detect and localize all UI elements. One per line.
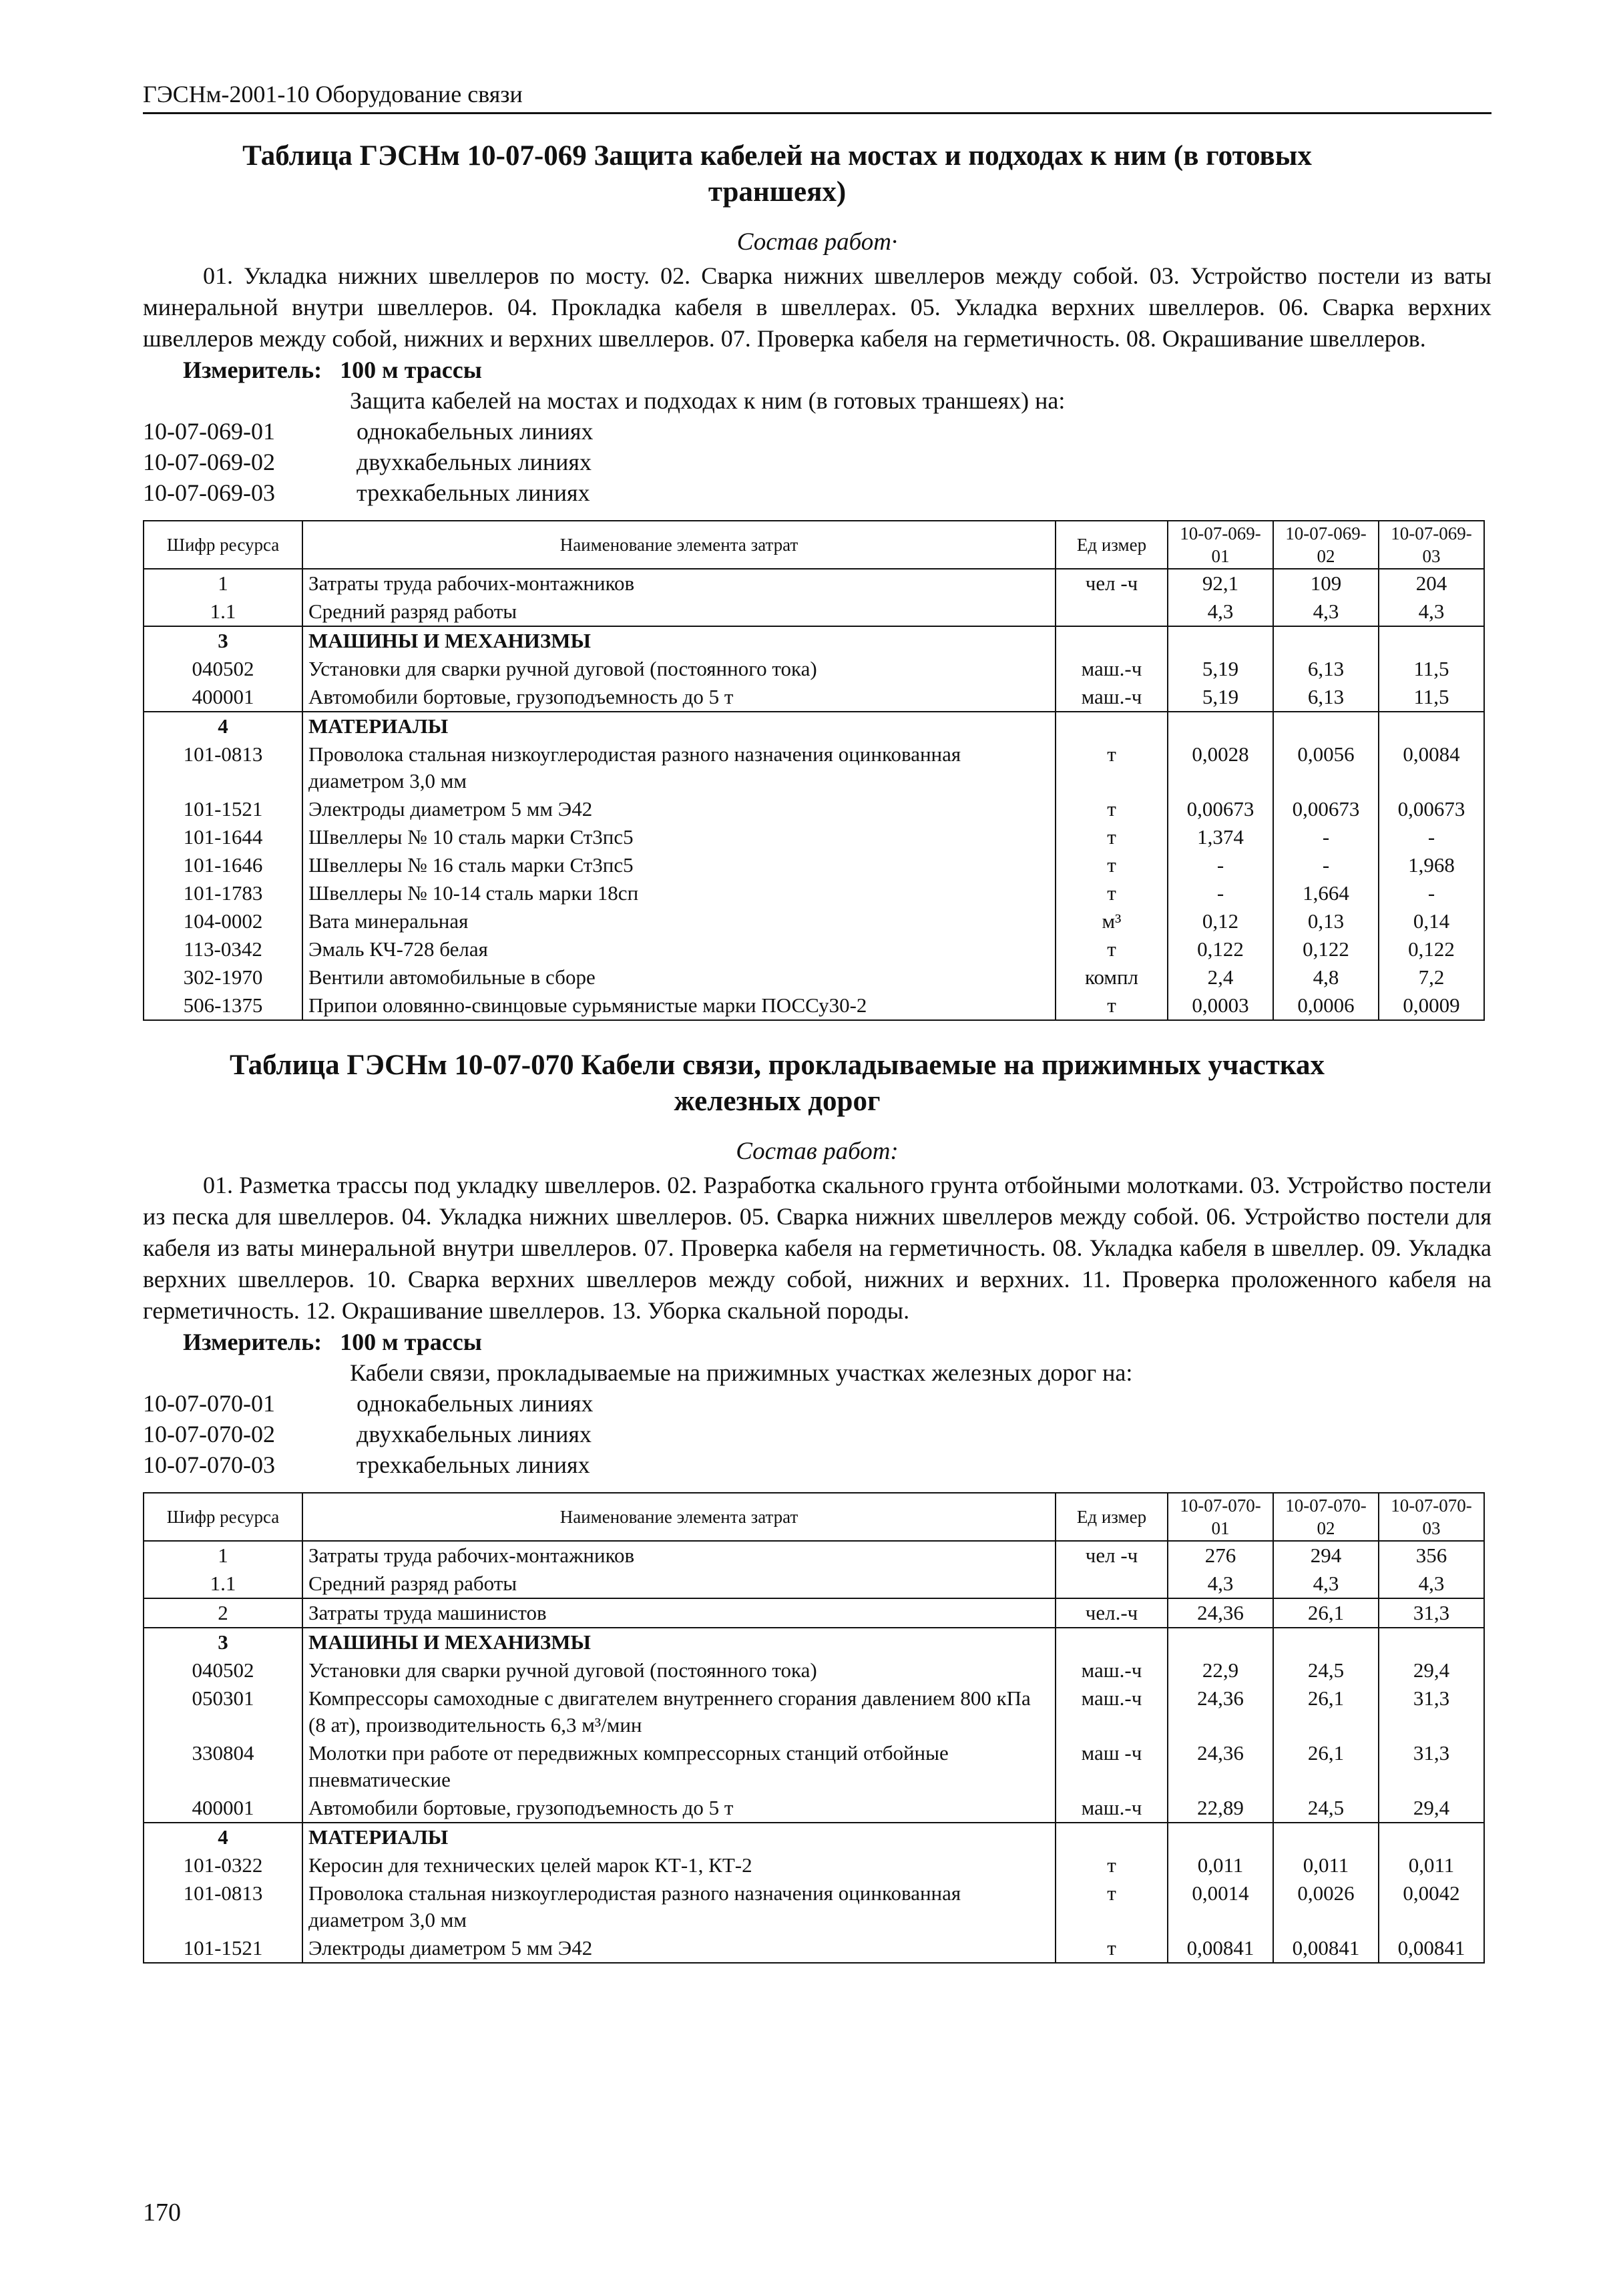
value-cell: 4,3: [1168, 1570, 1273, 1598]
col-header-code: Шифр ресурса: [144, 1493, 302, 1541]
measure-label: Измеритель:: [183, 357, 322, 383]
value-cell: 4,3: [1379, 598, 1484, 626]
value-cell: [1379, 1628, 1484, 1656]
unit-cell: [1056, 598, 1168, 626]
resource-name-cell: Компрессоры самоходные с двигателем внутреннего сгорания давлением 800 кПа (8 ат), производительность 6,3 м³/мин: [302, 1684, 1056, 1739]
value-cell: 92,1: [1168, 569, 1273, 598]
table-row: [144, 655, 1484, 683]
variants-intro: Кабели связи, прокладываемые на прижимных участках железных дорог на:: [350, 1359, 1133, 1386]
resource-code-cell: 101-1646: [144, 851, 302, 879]
value-cell: 31,3: [1379, 1598, 1484, 1628]
resource-name-cell: Швеллеры № 10-14 сталь марки 18сп: [302, 879, 1056, 907]
value-cell: 29,4: [1379, 1656, 1484, 1684]
norm-table-section-069: [143, 138, 1491, 1021]
resource-code-cell: 101-1521: [144, 1934, 302, 1963]
value-cell: 0,00841: [1273, 1934, 1379, 1963]
resource-code-cell: 506-1375: [144, 991, 302, 1020]
unit-cell: м³: [1056, 907, 1168, 935]
unit-cell: чел -ч: [1056, 1541, 1168, 1570]
value-cell: 24,5: [1273, 1656, 1379, 1684]
unit-cell: т: [1056, 1879, 1168, 1934]
variant-label: двухкабельных линиях: [357, 449, 592, 475]
measure: [183, 1327, 1491, 1357]
table-row: [144, 712, 1484, 740]
unit-cell: чел.-ч: [1056, 1598, 1168, 1628]
value-cell: [1273, 1823, 1379, 1851]
variant-row: [143, 1388, 1491, 1419]
value-cell: 0,0003: [1168, 991, 1273, 1020]
value-cell: 0,00673: [1379, 795, 1484, 823]
resource-code-cell: 1.1: [144, 1570, 302, 1598]
value-cell: 31,3: [1379, 1684, 1484, 1739]
unit-cell: т: [1056, 795, 1168, 823]
unit-cell: маш.-ч: [1056, 1684, 1168, 1739]
table-row: [144, 1794, 1484, 1823]
value-cell: 0,13: [1273, 907, 1379, 935]
resource-name-cell: Эмаль КЧ-728 белая: [302, 935, 1056, 963]
value-cell: 24,36: [1168, 1739, 1273, 1794]
col-header-unit: Ед измер: [1056, 1493, 1168, 1541]
value-cell: 0,0042: [1379, 1879, 1484, 1934]
variant-code: 10-07-070-02: [143, 1421, 275, 1447]
value-cell: 5,19: [1168, 683, 1273, 712]
resource-table: [143, 520, 1485, 1021]
unit-cell: т: [1056, 1934, 1168, 1963]
value-cell: 0,122: [1168, 935, 1273, 963]
value-cell: 276: [1168, 1541, 1273, 1570]
resource-name-cell: Средний разряд работы: [302, 598, 1056, 626]
value-cell: 0,12: [1168, 907, 1273, 935]
unit-cell: т: [1056, 991, 1168, 1020]
value-cell: 26,1: [1273, 1739, 1379, 1794]
value-cell: 24,36: [1168, 1684, 1273, 1739]
col-header-unit: Ед измер: [1056, 521, 1168, 569]
table-title-line2: траншеях): [708, 176, 847, 208]
value-cell: 24,36: [1168, 1598, 1273, 1628]
unit-cell: [1056, 1628, 1168, 1656]
value-cell: 31,3: [1379, 1739, 1484, 1794]
table-title: [143, 1048, 1491, 1120]
table-row: [144, 1570, 1484, 1598]
value-cell: [1168, 712, 1273, 740]
col-header-variant: 10-07-069-02: [1273, 521, 1379, 569]
norm-table-section-070: [143, 1048, 1491, 1964]
resource-code-cell: 1: [144, 569, 302, 598]
resource-name-cell: Установки для сварки ручной дуговой (постоянного тока): [302, 1656, 1056, 1684]
table-body: [144, 569, 1484, 1020]
variants-list: [143, 416, 1491, 508]
value-cell: 0,00673: [1273, 795, 1379, 823]
variant-code: 10-07-069-03: [143, 479, 275, 506]
resource-name-cell: Швеллеры № 16 сталь марки Ст3пс5: [302, 851, 1056, 879]
unit-cell: т: [1056, 851, 1168, 879]
table-header-row: [144, 1493, 1484, 1541]
table-row: [144, 907, 1484, 935]
value-cell: 29,4: [1379, 1794, 1484, 1823]
resource-name-cell: Автомобили бортовые, грузоподъемность до 5 т: [302, 1794, 1056, 1823]
table-row: [144, 1823, 1484, 1851]
unit-cell: [1056, 712, 1168, 740]
value-cell: [1168, 1823, 1273, 1851]
unit-cell: т: [1056, 935, 1168, 963]
value-cell: 0,0056: [1273, 740, 1379, 795]
value-cell: 356: [1379, 1541, 1484, 1570]
resource-name-cell: МАТЕРИАЛЫ: [302, 712, 1056, 740]
value-cell: 2,4: [1168, 963, 1273, 991]
value-cell: 0,0028: [1168, 740, 1273, 795]
resource-name-cell: Автомобили бортовые, грузоподъемность до 5 т: [302, 683, 1056, 712]
value-cell: 6,13: [1273, 655, 1379, 683]
value-cell: 22,9: [1168, 1656, 1273, 1684]
value-cell: 0,00841: [1168, 1934, 1273, 1963]
measure: [183, 355, 1491, 385]
resource-name-cell: Вата минеральная: [302, 907, 1056, 935]
value-cell: [1379, 626, 1484, 655]
col-header-variant: 10-07-070-02: [1273, 1493, 1379, 1541]
table-row: [144, 598, 1484, 626]
resource-name-cell: Затраты труда рабочих-монтажников: [302, 569, 1056, 598]
value-cell: -: [1273, 823, 1379, 851]
value-cell: -: [1379, 823, 1484, 851]
value-cell: 1,968: [1379, 851, 1484, 879]
resource-name-cell: Затраты труда машинистов: [302, 1598, 1056, 1628]
resource-code-cell: 1.1: [144, 598, 302, 626]
table-row: [144, 740, 1484, 795]
value-cell: [1273, 626, 1379, 655]
unit-cell: [1056, 626, 1168, 655]
resource-code-cell: 101-1521: [144, 795, 302, 823]
value-cell: 11,5: [1379, 655, 1484, 683]
value-cell: 4,3: [1168, 598, 1273, 626]
table-row: [144, 1598, 1484, 1628]
table-row: [144, 1879, 1484, 1934]
value-cell: 0,0026: [1273, 1879, 1379, 1934]
resource-name-cell: Проволока стальная низкоуглеродистая разного назначения оцинкованная диаметром 3,0 мм: [302, 1879, 1056, 1934]
resource-name-cell: МАШИНЫ И МЕХАНИЗМЫ: [302, 1628, 1056, 1656]
value-cell: -: [1273, 851, 1379, 879]
resource-code-cell: 4: [144, 712, 302, 740]
variant-row: [143, 447, 1491, 477]
variant-row: [143, 1449, 1491, 1480]
table-row: [144, 963, 1484, 991]
variant-label: двухкабельных линиях: [357, 1421, 592, 1447]
unit-cell: [1056, 1570, 1168, 1598]
resource-code-cell: 104-0002: [144, 907, 302, 935]
value-cell: [1168, 626, 1273, 655]
value-cell: 204: [1379, 569, 1484, 598]
value-cell: 22,89: [1168, 1794, 1273, 1823]
unit-cell: маш.-ч: [1056, 1794, 1168, 1823]
col-header-variant: 10-07-069-03: [1379, 521, 1484, 569]
resource-code-cell: 101-1644: [144, 823, 302, 851]
variant-code: 10-07-070-01: [143, 1390, 275, 1417]
value-cell: 7,2: [1379, 963, 1484, 991]
col-header-name: Наименование элемента затрат: [302, 521, 1056, 569]
table-title-line1: Таблица ГЭСНм 10-07-070 Кабели связи, прокладываемые на прижимных участках: [229, 1050, 1325, 1081]
value-cell: 0,0014: [1168, 1879, 1273, 1934]
value-cell: 4,3: [1379, 1570, 1484, 1598]
unit-cell: маш.-ч: [1056, 683, 1168, 712]
resource-code-cell: 3: [144, 1628, 302, 1656]
resource-name-cell: Электроды диаметром 5 мм Э42: [302, 1934, 1056, 1963]
resource-code-cell: 113-0342: [144, 935, 302, 963]
col-header-variant: 10-07-070-03: [1379, 1493, 1484, 1541]
value-cell: 26,1: [1273, 1598, 1379, 1628]
resource-name-cell: Молотки при работе от передвижных компрессорных станций отбойные пневматические: [302, 1739, 1056, 1794]
table-row: [144, 569, 1484, 598]
value-cell: 109: [1273, 569, 1379, 598]
table-row: [144, 1656, 1484, 1684]
value-cell: 0,122: [1273, 935, 1379, 963]
table-row: [144, 879, 1484, 907]
variant-label: однокабельных линиях: [357, 1390, 594, 1417]
table-row: [144, 1628, 1484, 1656]
value-cell: 1,374: [1168, 823, 1273, 851]
variant-row: [143, 416, 1491, 447]
resource-code-cell: 302-1970: [144, 963, 302, 991]
resource-name-cell: Припои оловянно-свинцовые сурьмянистые марки ПОССу30-2: [302, 991, 1056, 1020]
value-cell: 5,19: [1168, 655, 1273, 683]
value-cell: 0,011: [1168, 1851, 1273, 1879]
value-cell: 0,122: [1379, 935, 1484, 963]
table-row: [144, 935, 1484, 963]
unit-cell: маш -ч: [1056, 1739, 1168, 1794]
value-cell: [1168, 1628, 1273, 1656]
table-header-row: [144, 521, 1484, 569]
value-cell: 4,8: [1273, 963, 1379, 991]
resource-code-cell: 040502: [144, 1656, 302, 1684]
resource-table: [143, 1492, 1485, 1964]
resource-name-cell: Электроды диаметром 5 мм Э42: [302, 795, 1056, 823]
table-title-line1: Таблица ГЭСНм 10-07-069 Защита кабелей на мостах и подходах к ним (в готовых: [242, 140, 1312, 172]
unit-cell: маш.-ч: [1056, 1656, 1168, 1684]
measure-label: Измеритель:: [183, 1329, 322, 1355]
resource-name-cell: Средний разряд работы: [302, 1570, 1056, 1598]
value-cell: 0,0006: [1273, 991, 1379, 1020]
table-row: [144, 1739, 1484, 1794]
measure-value: 100 м трассы: [340, 357, 482, 383]
resource-code-cell: 101-1783: [144, 879, 302, 907]
value-cell: 0,00841: [1379, 1934, 1484, 1963]
table-row: [144, 1684, 1484, 1739]
value-cell: 0,0009: [1379, 991, 1484, 1020]
table-title-line2: железных дорог: [674, 1086, 881, 1117]
variants-intro: Защита кабелей на мостах и подходах к ним (в готовых траншеях) на:: [350, 387, 1066, 414]
value-cell: [1379, 712, 1484, 740]
table-row: [144, 823, 1484, 851]
value-cell: -: [1379, 879, 1484, 907]
col-header-variant: 10-07-069-01: [1168, 521, 1273, 569]
measure-value: 100 м трассы: [340, 1329, 482, 1355]
variant-label: трехкабельных линиях: [357, 1451, 590, 1478]
table-row: [144, 683, 1484, 712]
composition-text: 01. Разметка трассы под укладку швеллеров. 02. Разработка скального грунта отбойными молотками. 03. Устройство постели из песка для швеллеров. 04. Укладка нижних швеллеров. 05. Сварка нижних швеллеров между собой. 06. Устройство постели для кабеля из ваты минеральной внутри швеллеров. 07. Проверка кабеля на герметичность. 08. Укладка кабеля в швеллер. 09. Укладка верхних швеллеров. 10. Сварка верхних швеллеров между собой, нижних и верхних. 11. Проверка проложенного кабеля на герметичность. 12. Окрашивание швеллеров. 13. Уборка скальной породы.: [143, 1172, 1491, 1324]
resource-name-cell: Установки для сварки ручной дуговой (постоянного тока): [302, 655, 1056, 683]
variant-code: 10-07-069-02: [143, 449, 275, 475]
value-cell: 1,664: [1273, 879, 1379, 907]
composition-text: 01. Укладка нижних швеллеров по мосту. 02. Сварка нижних швеллеров между собой. 03. Устройство постели из ваты минеральной внутри швеллеров. 04. Прокладка кабеля в швеллерах. 05. Укладка верхних швеллеров. 06. Сварка верхних швеллеров между собой, нижних и верхних швеллеров. 07. Проверка кабеля на герметичность. 08. Окрашивание швеллеров.: [143, 262, 1491, 352]
table-row: [144, 851, 1484, 879]
value-cell: -: [1168, 851, 1273, 879]
unit-cell: т: [1056, 823, 1168, 851]
value-cell: -: [1168, 879, 1273, 907]
value-cell: 294: [1273, 1541, 1379, 1570]
unit-cell: компл: [1056, 963, 1168, 991]
table-row: [144, 1934, 1484, 1963]
variant-label: однокабельных линиях: [357, 418, 594, 445]
resource-name-cell: Швеллеры № 10 сталь марки Ст3пс5: [302, 823, 1056, 851]
resource-code-cell: 2: [144, 1598, 302, 1628]
composition-heading: Состав работ·: [736, 228, 898, 256]
unit-cell: маш.-ч: [1056, 655, 1168, 683]
table-row: [144, 1541, 1484, 1570]
page-number: 170: [143, 2199, 181, 2227]
table-title: [143, 138, 1491, 210]
resource-code-cell: 400001: [144, 683, 302, 712]
resource-name-cell: Керосин для технических целей марок КТ-1, КТ-2: [302, 1851, 1056, 1879]
value-cell: 0,011: [1379, 1851, 1484, 1879]
value-cell: 0,00673: [1168, 795, 1273, 823]
table-body: [144, 1541, 1484, 1963]
variant-code: 10-07-070-03: [143, 1451, 275, 1478]
value-cell: 11,5: [1379, 683, 1484, 712]
table-row: [144, 795, 1484, 823]
value-cell: 4,3: [1273, 1570, 1379, 1598]
unit-cell: чел -ч: [1056, 569, 1168, 598]
unit-cell: т: [1056, 879, 1168, 907]
unit-cell: т: [1056, 1851, 1168, 1879]
value-cell: 24,5: [1273, 1794, 1379, 1823]
resource-name-cell: МАШИНЫ И МЕХАНИЗМЫ: [302, 626, 1056, 655]
resource-name-cell: МАТЕРИАЛЫ: [302, 1823, 1056, 1851]
value-cell: [1273, 712, 1379, 740]
variant-row: [143, 1419, 1491, 1449]
running-header: ГЭСНм-2001-10 Оборудование связи: [143, 80, 1491, 114]
variant-code: 10-07-069-01: [143, 418, 275, 445]
resource-code-cell: 050301: [144, 1684, 302, 1739]
resource-code-cell: 040502: [144, 655, 302, 683]
value-cell: 0,011: [1273, 1851, 1379, 1879]
unit-cell: т: [1056, 740, 1168, 795]
resource-code-cell: 3: [144, 626, 302, 655]
variant-label: трехкабельных линиях: [357, 479, 590, 506]
page: [143, 80, 1491, 1964]
resource-name-cell: Затраты труда рабочих-монтажников: [302, 1541, 1056, 1570]
resource-code-cell: 400001: [144, 1794, 302, 1823]
resource-code-cell: 101-0813: [144, 1879, 302, 1934]
variant-row: [143, 477, 1491, 508]
col-header-variant: 10-07-070-01: [1168, 1493, 1273, 1541]
value-cell: 26,1: [1273, 1684, 1379, 1739]
value-cell: 4,3: [1273, 598, 1379, 626]
resource-code-cell: 101-0813: [144, 740, 302, 795]
value-cell: 0,0084: [1379, 740, 1484, 795]
value-cell: 0,14: [1379, 907, 1484, 935]
resource-name-cell: Проволока стальная низкоуглеродистая разного назначения оцинкованная диаметром 3,0 мм: [302, 740, 1056, 795]
table-row: [144, 626, 1484, 655]
table-row: [144, 1851, 1484, 1879]
table-row: [144, 991, 1484, 1020]
resource-code-cell: 101-0322: [144, 1851, 302, 1879]
resource-code-cell: 1: [144, 1541, 302, 1570]
value-cell: 6,13: [1273, 683, 1379, 712]
unit-cell: [1056, 1823, 1168, 1851]
value-cell: [1273, 1628, 1379, 1656]
col-header-name: Наименование элемента затрат: [302, 1493, 1056, 1541]
resource-code-cell: 4: [144, 1823, 302, 1851]
value-cell: [1379, 1823, 1484, 1851]
col-header-code: Шифр ресурса: [144, 521, 302, 569]
composition-heading: Состав работ:: [736, 1138, 899, 1165]
variants-list: [143, 1388, 1491, 1480]
resource-code-cell: 330804: [144, 1739, 302, 1794]
resource-name-cell: Вентили автомобильные в сборе: [302, 963, 1056, 991]
